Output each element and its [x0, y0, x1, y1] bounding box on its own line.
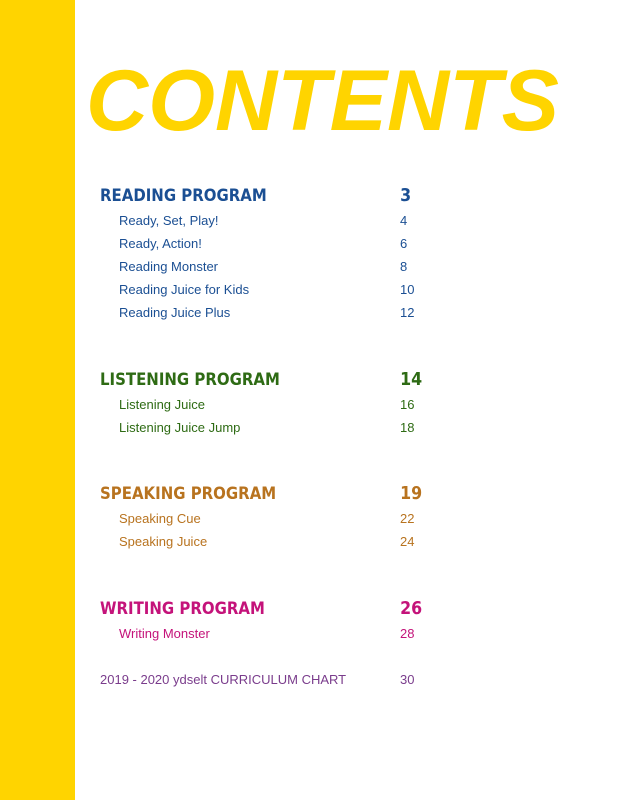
- toc-entry-label: Reading Monster: [119, 259, 218, 274]
- toc-entry-page: 24: [400, 534, 415, 549]
- toc-entry[interactable]: [100, 232, 440, 255]
- toc-entry-label: Ready, Action!: [119, 236, 202, 251]
- toc-entry-page: 22: [400, 511, 415, 526]
- curriculum-chart-page: 30: [400, 672, 415, 687]
- toc-entry-page: 28: [400, 626, 415, 641]
- toc-entry[interactable]: [100, 209, 440, 232]
- toc-entry-label: Reading Juice Plus: [119, 305, 231, 320]
- toc-entry[interactable]: [100, 393, 440, 416]
- listening-heading-row[interactable]: [100, 367, 423, 393]
- listening-heading-page: 14: [400, 369, 423, 390]
- toc-entry-page: 4: [400, 213, 408, 228]
- toc-entry[interactable]: [100, 507, 440, 530]
- toc-entry[interactable]: [100, 255, 440, 278]
- speaking-section: [100, 481, 440, 553]
- toc-entry-label: Writing Monster: [119, 626, 210, 641]
- writing-heading-row[interactable]: [100, 596, 423, 622]
- speaking-heading: SPEAKING PROGRAM: [100, 484, 277, 504]
- speaking-heading-row[interactable]: [100, 481, 423, 507]
- toc-entry-page: 6: [400, 236, 408, 251]
- toc-entry-page: 8: [400, 259, 408, 274]
- curriculum-chart-entry[interactable]: [100, 668, 440, 691]
- curriculum-chart-label: 2019 - 2020 ydselt CURRICULUM CHART: [100, 672, 347, 687]
- toc-entry-page: 16: [400, 397, 415, 412]
- toc-entry[interactable]: [100, 301, 440, 324]
- writing-section: [100, 596, 440, 645]
- toc-entry-label: Speaking Cue: [119, 511, 201, 526]
- toc-entry-label: Ready, Set, Play!: [119, 213, 219, 228]
- toc-entry[interactable]: [100, 278, 440, 301]
- toc-entry[interactable]: [100, 622, 440, 645]
- toc-entry-page: 18: [400, 420, 415, 435]
- toc-entry-label: Speaking Juice: [119, 534, 208, 549]
- toc-entry-label: Listening Juice: [119, 397, 205, 412]
- reading-heading-row[interactable]: [100, 183, 412, 209]
- toc-entry[interactable]: [100, 416, 440, 439]
- reading-section: [100, 183, 440, 324]
- writing-heading: WRITING PROGRAM: [100, 599, 265, 619]
- reading-heading: READING PROGRAM: [100, 186, 267, 206]
- toc-entry[interactable]: [100, 530, 440, 553]
- curriculum-chart-section: [100, 668, 440, 691]
- speaking-heading-page: 19: [400, 483, 423, 504]
- toc-entry-page: 12: [400, 305, 415, 320]
- writing-heading-page: 26: [400, 598, 423, 619]
- yellow-side-bar: [0, 0, 75, 800]
- toc-entry-label: Reading Juice for Kids: [119, 282, 250, 297]
- reading-heading-page: 3: [400, 185, 412, 206]
- toc-entry-label: Listening Juice Jump: [119, 420, 241, 435]
- listening-heading: LISTENING PROGRAM: [100, 370, 280, 390]
- page-title: CONTENTS: [86, 53, 559, 149]
- listening-section: [100, 367, 440, 439]
- toc-entry-page: 10: [400, 282, 415, 297]
